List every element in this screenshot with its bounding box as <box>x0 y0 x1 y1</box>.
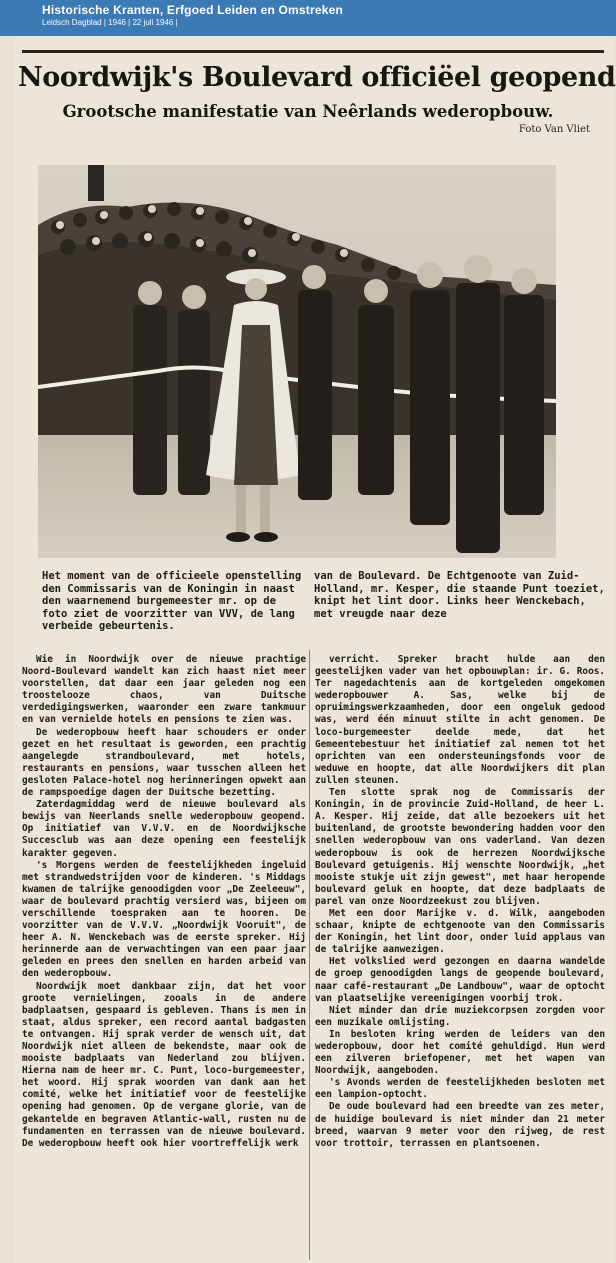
paragraph: 's Morgens werden de feestelijkheden ingeluid met strandwedstrijden voor de kinderen. 's Middags kwamen de talrijke genoodigden voor „De Zeeleeuw", waar de boulevard prachtig versierd was, bijeen om verschillende toespraken aan te hooren. De voorzitter van de V.V.V. „Noordwijk Vooruit", de heer A. N. Wenckebach was de eerste spreker. Hij herinnerde aan de verwachtingen van een paar jaar geleden en prees den snellen en harden arbeid van den wederopbouw. <box>22 859 306 980</box>
paragraph: De oude boulevard had een breedte van zes meter, de huidige boulevard is niet minder dan 21 meter breed, waarvan 9 meter voor den rijweg, de rest voor trottoir, terrassen en plantsoenen. <box>315 1101 605 1149</box>
site-header <box>0 0 616 36</box>
photo-credit: Foto Van Vliet <box>518 124 590 135</box>
article-column-right <box>315 654 605 1150</box>
paragraph: Noordwijk moet dankbaar zijn, dat het voor groote vernielingen, zooals in de andere badplaatsen, gespaard is gebleven. Thans is men in staat, aldus spreker, een record aantal badgasten te ontvangen. Hij sprak verder de wensch uit, dat Noordwijk niet alleen de bekendste, maar ook de mooiste badplaats van Nederland zou blijven. Hierna nam de heer mr. C. Punt, loco-burgemeester, het woord. Hij sprak woorden van dank aan het comité, welke het initiatief voor de feestelijke opening had genomen. Op de vergane glorie, van de gekantelde en begraven Atlantic-wall, rusten nu de fundamenten en terrassen van de nieuwe boulevard. De wederopbouw heeft ook hier voortreffelijk werk <box>22 980 306 1149</box>
article-headline: Noordwijk's Boulevard officiëel geopend <box>18 62 616 93</box>
headline-rule <box>22 50 604 53</box>
column-divider <box>309 650 310 1260</box>
article-column-left <box>22 654 306 1150</box>
paragraph: Zaterdagmiddag werd de nieuwe boulevard als bewijs van Neerlands snelle wederopbouw geopend. Op initiatief van V.V.V. en de Noordwijksche Succesclub was aan deze opening een feestelijk karakter gegeven. <box>22 799 306 859</box>
paragraph: verricht. Spreker bracht hulde aan den geestelijken vader van het opbouwplan: ir. G. Roos. Ter nagedachtenis aan de kortgeleden omgekomen wederopbouwer A. Sas, welke bij de opruimingswerkzaamheden, door een ongeluk gedood was, werd één minuut stilte in acht genomen. De loco-burgemeester deelde mede, dat het Gemeentebestuur het initiatief zal nemen tot het oprichten van een ondersteuningsfonds voor de weduwe en hoopte, dat alle Noordwijkers dit plan zullen steunen. <box>315 654 605 786</box>
paragraph: Niet minder dan drie muziekcorpsen zorgden voor een muzikale omlijsting. <box>315 1004 605 1028</box>
paragraph: Met een door Marijke v. d. Wilk, aangeboden schaar, knipte de echtgenoote van den Commissaris der Koningin, het lint door, onder luid applaus van de talrijke aanwezigen. <box>315 907 605 956</box>
article-subheadline: Grootsche manifestatie van Neêrlands wederopbouw. <box>62 102 554 121</box>
paragraph: De wederopbouw heeft haar schouders er onder gezet en het resultaat is geworden, een prachtig aangelegde strandboulevard, met hotels, restaurants en pensions, waar tusschen alleen het gesloten Palace-hotel nog herinneringen opwekt aan de rampspoedige dagen der Duitsche bezetting. <box>22 726 306 799</box>
paragraph: Ten slotte sprak nog de Commissaris der Koningin, in de provincie Zuid-Holland, de heer L. A. Kesper. Hij zeide, dat alle bezoekers uit het buitenland, de grootste bewondering hadden voor den snellen wederopbouw van ons vaderland. Van dezen wederopbouw is ook de herrezen Noordwijksche Boulevard getuigenis. Hij wenschte Noordwijk, „het mooiste stukje uit zijn gewest", met haar heropende boulevard geluk en hoopte, dat deze badplaats de parel van onze Noordzeekust zou blijven. <box>315 787 605 907</box>
source-breadcrumb: Leidsch Dagblad | 1946 | 22 juli 1946 | <box>42 18 178 27</box>
paragraph: 's Avonds werden de feestelijkheden besloten met een lampion-optocht. <box>315 1077 605 1101</box>
paragraph: In besloten kring werden de leiders van den wederopbouw, door het comité gehuldigd. Hun werd een zilveren briefopener, met het wapen van Noordwijk, aangeboden. <box>315 1028 605 1077</box>
paragraph: Wie in Noordwijk over de nieuwe prachtige Noord-Boulevard wandelt kan zich haast niet meer voorstellen, dat daar een jaar geleden nog een troostelooze chaos, van Duitsche verdedigingswerken, waaronder een zware tankmuur en van vernielde hotels en pensions te zien was. <box>22 654 306 726</box>
site-title[interactable]: Historische Kranten, Erfgoed Leiden en Omstreken <box>42 3 344 17</box>
article-photo <box>38 165 556 558</box>
caption-right: van de Boulevard. De Echtgenoote van Zuid-Holland, mr. Kesper, die staande Punt toeziet, knipt het lint door. Links heer Wenckebach, met vreugde naar deze <box>314 570 605 620</box>
paragraph: Het volkslied werd gezongen en daarna wandelde de groep genoodigden langs de geopende boulevard, naar café-restaurant „De Landbouw", waar de optocht van plaatselijke vereenigingen voorbij trok. <box>315 956 605 1004</box>
caption-left: Het moment van de officieele openstelling den Commissaris van de Koningin in naast den waarnemend burgemeester mr. op de foto ziet de voorzitter van VVV, de lang verbeide gebeurtenis. <box>42 570 302 633</box>
ceremony-photo-image <box>38 165 556 558</box>
